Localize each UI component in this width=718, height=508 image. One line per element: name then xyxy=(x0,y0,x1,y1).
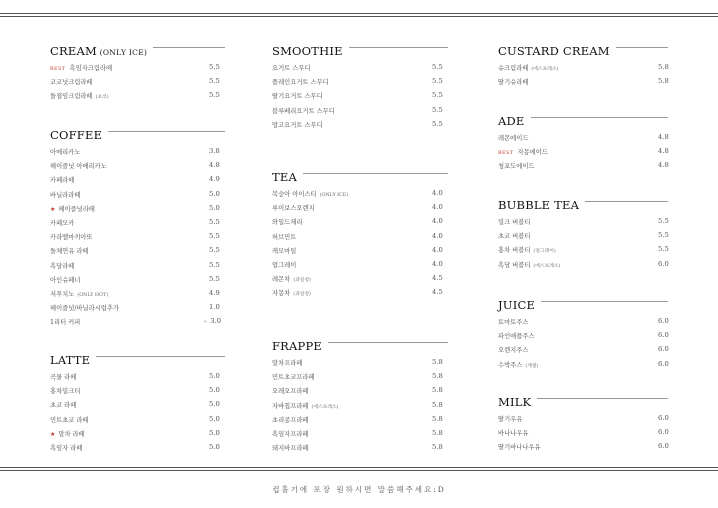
item-price: 5.8 xyxy=(432,372,443,381)
item-note: (에스프레소) xyxy=(311,404,339,410)
item-name: 레몬에이드 xyxy=(498,135,529,142)
item-name: 루이보스오렌지 xyxy=(272,205,315,213)
menu-item xyxy=(50,412,225,426)
item-name: 자몽차 xyxy=(272,290,291,298)
menu-item xyxy=(50,314,225,328)
item-name: 아메리카노 xyxy=(50,149,81,156)
item-note: (과일청) xyxy=(293,292,311,298)
item-name: 오렌지주스 xyxy=(498,347,529,355)
menu-item xyxy=(498,425,668,439)
item-price: 5.5 xyxy=(432,119,443,128)
item-price: 6.0 xyxy=(658,259,669,268)
item-price: 6.0 xyxy=(658,359,669,368)
item-name: 헤이즐넛 아메리카노 xyxy=(50,163,107,171)
item-price: 6.0 xyxy=(658,331,669,340)
item-name: 아인슈페너 xyxy=(50,276,81,284)
item-price: 6.0 xyxy=(658,414,669,422)
item-price: 5.5 xyxy=(432,77,443,86)
menu-item xyxy=(498,357,668,371)
item-name: 저푸치노 xyxy=(50,290,75,298)
item-name: 돌절임크림라떼 xyxy=(50,93,93,101)
item-note: (에스프레소) xyxy=(533,263,561,269)
menu-item xyxy=(498,74,668,88)
item-name: 흑임자크림라떼 xyxy=(69,65,113,72)
item-price: 5.5 xyxy=(432,105,443,114)
item-price: 5.0 xyxy=(209,372,220,380)
section-title: ADE xyxy=(498,114,531,128)
item-name: 플레인요거트 스무디 xyxy=(272,79,329,87)
menu-item xyxy=(50,74,225,88)
item-price: 5.8 xyxy=(432,414,443,423)
item-price: 5.0 xyxy=(209,400,220,409)
menu-item xyxy=(50,286,225,300)
item-name: 1리터 커피 xyxy=(50,319,81,327)
section-title: FRAPPE xyxy=(272,339,328,353)
item-price: 6.0 xyxy=(658,345,669,354)
menu-item xyxy=(498,439,668,453)
section-title: LATTE xyxy=(50,353,96,367)
item-price: 5.5 xyxy=(209,63,220,71)
item-price: 5.8 xyxy=(658,63,669,71)
section-title: MILK xyxy=(498,395,537,409)
item-price: 5.5 xyxy=(209,232,220,241)
section-title: TEA xyxy=(272,170,303,184)
item-price: 4.0 xyxy=(432,245,443,254)
section-latte xyxy=(50,349,225,454)
item-name: 카페모카 xyxy=(50,219,75,227)
item-price: 5.0 xyxy=(209,203,220,212)
menu-item xyxy=(272,103,448,117)
menu-item xyxy=(50,88,225,102)
menu-item xyxy=(50,60,225,74)
menu-item xyxy=(272,117,448,131)
menu-item xyxy=(50,172,225,186)
menu-item xyxy=(272,88,448,102)
item-name: 오레오프라페 xyxy=(272,388,309,396)
section-coffee xyxy=(50,124,225,328)
bottom-rule-inner xyxy=(0,470,718,471)
menu-item xyxy=(272,383,448,397)
menu-item xyxy=(498,328,668,342)
section-bubble-tea xyxy=(498,194,668,271)
menu-item xyxy=(498,228,668,242)
item-name: 돌체연유 라떼 xyxy=(50,248,89,256)
item-price: 3.0 xyxy=(210,317,222,326)
top-rule xyxy=(0,13,718,14)
item-name: 카라멜마끼아또 xyxy=(50,234,93,242)
item-price: 5.8 xyxy=(658,77,669,86)
item-price: 5.5 xyxy=(658,217,669,225)
footer-note: 컵홀기에 포장 원하시면 말씀해주세요:D xyxy=(272,485,446,494)
item-name: 토마토주스 xyxy=(498,319,529,326)
item-name: 딸기슈라떼 xyxy=(498,79,529,87)
item-name: 딸기요거트 스무디 xyxy=(272,93,323,101)
section-subtitle: (ONLY ICE) xyxy=(96,48,148,57)
item-name: 초리콩프라페 xyxy=(272,416,309,424)
plus-sign: + xyxy=(203,319,208,326)
item-note: (얼그레이) xyxy=(533,249,556,255)
section-cream xyxy=(50,40,225,103)
item-price: 5.8 xyxy=(432,400,443,409)
star-icon: ★ xyxy=(50,205,56,213)
item-name: 허브민트 xyxy=(272,233,297,241)
menu-item xyxy=(498,158,668,172)
item-price: 5.5 xyxy=(209,217,220,226)
menu-item xyxy=(50,158,225,172)
item-price: 5.5 xyxy=(658,231,669,240)
item-name: 코코넛크림라떼 xyxy=(50,79,93,87)
section-title: JUICE xyxy=(498,298,541,312)
menu-item xyxy=(498,144,668,158)
item-name: 요거트 스무디 xyxy=(272,65,311,72)
menu-item xyxy=(272,271,448,285)
item-note: (초코) xyxy=(95,95,109,101)
section-title: CREAM (ONLY ICE) xyxy=(50,44,153,58)
star-icon: ★ xyxy=(50,430,56,438)
item-name: 흑임자 라떼 xyxy=(50,444,83,452)
bottom-rule xyxy=(0,467,718,468)
menu-item xyxy=(50,272,225,286)
menu-item xyxy=(272,369,448,383)
top-rule-inner xyxy=(0,16,718,17)
section-milk xyxy=(498,391,668,454)
menu-item xyxy=(50,369,225,383)
item-name: 바닐라라떼 xyxy=(50,191,81,199)
section-ade xyxy=(498,110,668,173)
item-price: 5.0 xyxy=(209,442,220,451)
item-price: 5.8 xyxy=(432,358,443,366)
item-price: 5.5 xyxy=(658,245,669,254)
menu-item xyxy=(50,397,225,411)
item-name: 곡물 라떼 xyxy=(50,374,77,381)
item-name: 복숭아 아이스티 xyxy=(272,191,317,198)
item-price: 5.5 xyxy=(432,63,443,71)
section-title: COFFEE xyxy=(50,128,108,142)
item-price: 4.8 xyxy=(658,161,669,170)
item-name: 망고요거트 스무디 xyxy=(272,121,323,129)
menu-item xyxy=(498,314,668,328)
section-title: BUBBLE TEA xyxy=(498,198,585,212)
item-name: 와일드체리 xyxy=(272,219,303,227)
item-name: 밀크 버블티 xyxy=(498,219,531,226)
section-juice xyxy=(498,294,668,371)
menu-item xyxy=(50,383,225,397)
item-price: 6.0 xyxy=(658,317,669,325)
item-price: 6.0 xyxy=(658,442,669,451)
item-note: (에스프레소) xyxy=(531,67,559,72)
menu-item xyxy=(498,342,668,356)
item-name: 얼그레이 xyxy=(272,261,297,269)
menu-item xyxy=(272,355,448,369)
item-price: 4.8 xyxy=(658,147,669,156)
section-frappe xyxy=(272,335,448,454)
menu-item xyxy=(272,214,448,228)
item-price: 5.5 xyxy=(209,274,220,283)
item-name: 민트초코프라페 xyxy=(272,374,315,382)
item-price: 5.0 xyxy=(209,386,220,395)
item-name: 카페라떼 xyxy=(50,177,75,185)
menu-item xyxy=(272,285,448,299)
item-name: 흑당라떼 xyxy=(50,262,75,270)
item-price: 5.5 xyxy=(209,260,220,269)
item-price: 4.5 xyxy=(432,288,443,297)
menu-item xyxy=(272,440,448,454)
menu-item xyxy=(272,186,448,200)
menu-item xyxy=(272,412,448,426)
item-name: 흑당 버블티 xyxy=(498,261,531,269)
item-name: 블루베리요거트 스무디 xyxy=(272,107,335,115)
item-name: 딸기바나나우유 xyxy=(498,444,541,452)
item-note: (ONLY ICE) xyxy=(319,193,349,198)
item-note: (계절) xyxy=(525,363,539,369)
item-name: 슈크림라떼 xyxy=(498,65,529,72)
item-name: 파인애플주스 xyxy=(498,333,535,341)
section-title: CUSTARD CREAM xyxy=(498,44,616,58)
item-price: 5.5 xyxy=(209,91,220,100)
item-price: 3.8 xyxy=(209,147,220,155)
item-name: 흑임자프라페 xyxy=(272,430,309,438)
item-name: 자바칩프라페 xyxy=(272,402,309,410)
section-smoothie xyxy=(272,40,448,131)
best-badge: BEST xyxy=(50,67,66,72)
section-tea xyxy=(272,166,448,300)
menu-item xyxy=(272,229,448,243)
item-name: 말차 라떼 xyxy=(58,430,85,438)
menu-item xyxy=(50,229,225,243)
menu-item xyxy=(498,60,668,74)
menu-item xyxy=(50,215,225,229)
item-price: 4.0 xyxy=(432,189,443,197)
item-price: 4.9 xyxy=(209,288,220,297)
item-price: 5.8 xyxy=(432,386,443,395)
item-name: 말차프라페 xyxy=(272,360,303,367)
item-name: 홍차 버블티 xyxy=(498,247,531,255)
menu-item xyxy=(272,257,448,271)
item-name: 돼지바프라페 xyxy=(272,445,309,453)
item-name: 캐모마일 xyxy=(272,247,297,255)
item-name: 딸기우유 xyxy=(498,416,523,423)
menu-item xyxy=(272,398,448,412)
item-name: 바나나우유 xyxy=(498,430,529,438)
item-name: 헤이즐넛라떼 xyxy=(58,205,95,213)
item-name: 자몽에이드 xyxy=(517,149,548,157)
menu-item xyxy=(498,130,668,144)
item-price: 4.9 xyxy=(209,175,220,184)
section-custard-cream xyxy=(498,40,668,88)
item-note: (과일청) xyxy=(293,278,311,284)
item-price: 5.8 xyxy=(432,443,443,452)
menu-item xyxy=(50,426,225,440)
item-price: 5.5 xyxy=(432,91,443,100)
item-price: 5.0 xyxy=(209,189,220,198)
menu-item xyxy=(272,74,448,88)
item-price: 4.0 xyxy=(432,217,443,226)
menu-item xyxy=(498,411,668,425)
item-name: 홍차밀크티 xyxy=(50,388,81,396)
menu-item xyxy=(498,214,668,228)
menu-item xyxy=(272,243,448,257)
menu-item xyxy=(498,242,668,256)
menu-item xyxy=(272,60,448,74)
item-price: 5.0 xyxy=(209,414,220,423)
item-price: 4.0 xyxy=(432,231,443,240)
item-price: 5.5 xyxy=(209,246,220,255)
menu-item xyxy=(50,440,225,454)
item-note: (ONLY HOT) xyxy=(77,292,109,298)
item-name: 수박주스 xyxy=(498,361,523,369)
item-name: 초코 버블티 xyxy=(498,233,531,241)
menu-item xyxy=(50,300,225,314)
item-price: 5.5 xyxy=(209,77,220,86)
menu-item xyxy=(50,144,225,158)
menu-item xyxy=(272,200,448,214)
item-price: 4.8 xyxy=(658,133,669,141)
best-badge: BEST xyxy=(498,151,514,157)
item-price: 5.0 xyxy=(209,428,220,437)
item-name: 헤이즐넛/바닐라시럽추가 xyxy=(50,305,120,313)
item-name: 민트초코 라떼 xyxy=(50,416,89,424)
section-title: SMOOTHIE xyxy=(272,44,349,58)
item-price: 5.8 xyxy=(432,428,443,437)
item-price: 4.0 xyxy=(432,203,443,212)
menu-item xyxy=(50,187,225,201)
item-name: 청포도에이드 xyxy=(498,163,535,171)
item-price: 1.0 xyxy=(209,303,220,312)
menu-item xyxy=(50,243,225,257)
item-price: 4.5 xyxy=(432,274,443,283)
menu-item xyxy=(498,257,668,271)
menu-item xyxy=(272,426,448,440)
item-name: 초코 라떼 xyxy=(50,402,77,410)
item-name: 레몬차 xyxy=(272,276,291,284)
menu-item xyxy=(50,201,225,215)
menu-item xyxy=(50,258,225,272)
item-price: 4.0 xyxy=(432,259,443,268)
item-price: 4.8 xyxy=(209,161,220,170)
item-price: 6.0 xyxy=(658,428,669,437)
